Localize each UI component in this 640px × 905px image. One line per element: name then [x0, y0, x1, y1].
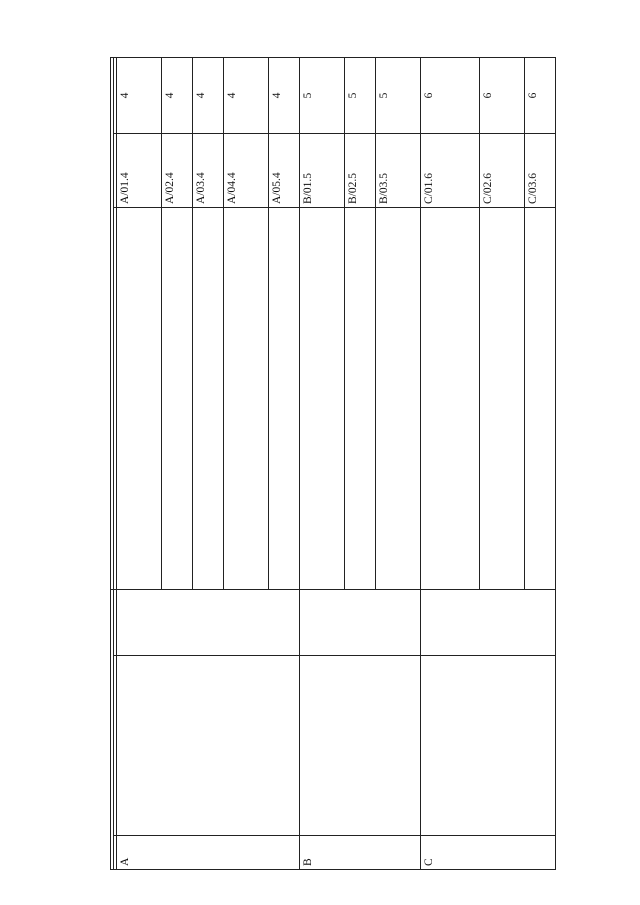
function-name: [117, 207, 162, 589]
function-level: 6: [525, 57, 556, 133]
table-row: [300, 57, 345, 869]
function-name: [162, 207, 193, 589]
function-level: 4: [193, 57, 224, 133]
function-name: [193, 207, 224, 589]
function-code: C/03.6: [525, 133, 556, 207]
function-level: 5: [345, 57, 376, 133]
function-level: 4: [162, 57, 193, 133]
rotated-page-content: [44, 38, 640, 898]
group-level: [300, 589, 421, 655]
function-level: 4: [224, 57, 269, 133]
function-level: 5: [376, 57, 421, 133]
function-name: [224, 207, 269, 589]
group-level: [421, 589, 556, 655]
function-level: 4: [117, 57, 162, 133]
function-code: A/03.4: [193, 133, 224, 207]
function-code: A/04.4: [224, 133, 269, 207]
function-name: [376, 207, 421, 589]
function-code: A/02.4: [162, 133, 193, 207]
table-row: [117, 57, 162, 869]
function-code: C/02.6: [480, 133, 525, 207]
function-name: [300, 207, 345, 589]
group-name: [117, 656, 300, 836]
function-code: A/05.4: [269, 133, 300, 207]
function-level: 4: [269, 57, 300, 133]
function-name: [421, 207, 480, 589]
function-name: [480, 207, 525, 589]
group-level: [117, 589, 300, 655]
group-code: B: [300, 836, 421, 870]
group-code: A: [117, 836, 300, 870]
group-code: C: [421, 836, 556, 870]
group-name: [421, 656, 556, 836]
function-name: [269, 207, 300, 589]
functional-map-table: [110, 57, 556, 870]
function-name: [345, 207, 376, 589]
function-code: C/01.6: [421, 133, 480, 207]
function-code: A/01.4: [117, 133, 162, 207]
function-level: 5: [300, 57, 345, 133]
function-code: B/03.5: [376, 133, 421, 207]
table-row: [421, 57, 480, 869]
function-code: B/01.5: [300, 133, 345, 207]
function-level: 6: [480, 57, 525, 133]
function-code: B/02.5: [345, 133, 376, 207]
function-level: 6: [421, 57, 480, 133]
function-name: [525, 207, 556, 589]
group-name: [300, 656, 421, 836]
